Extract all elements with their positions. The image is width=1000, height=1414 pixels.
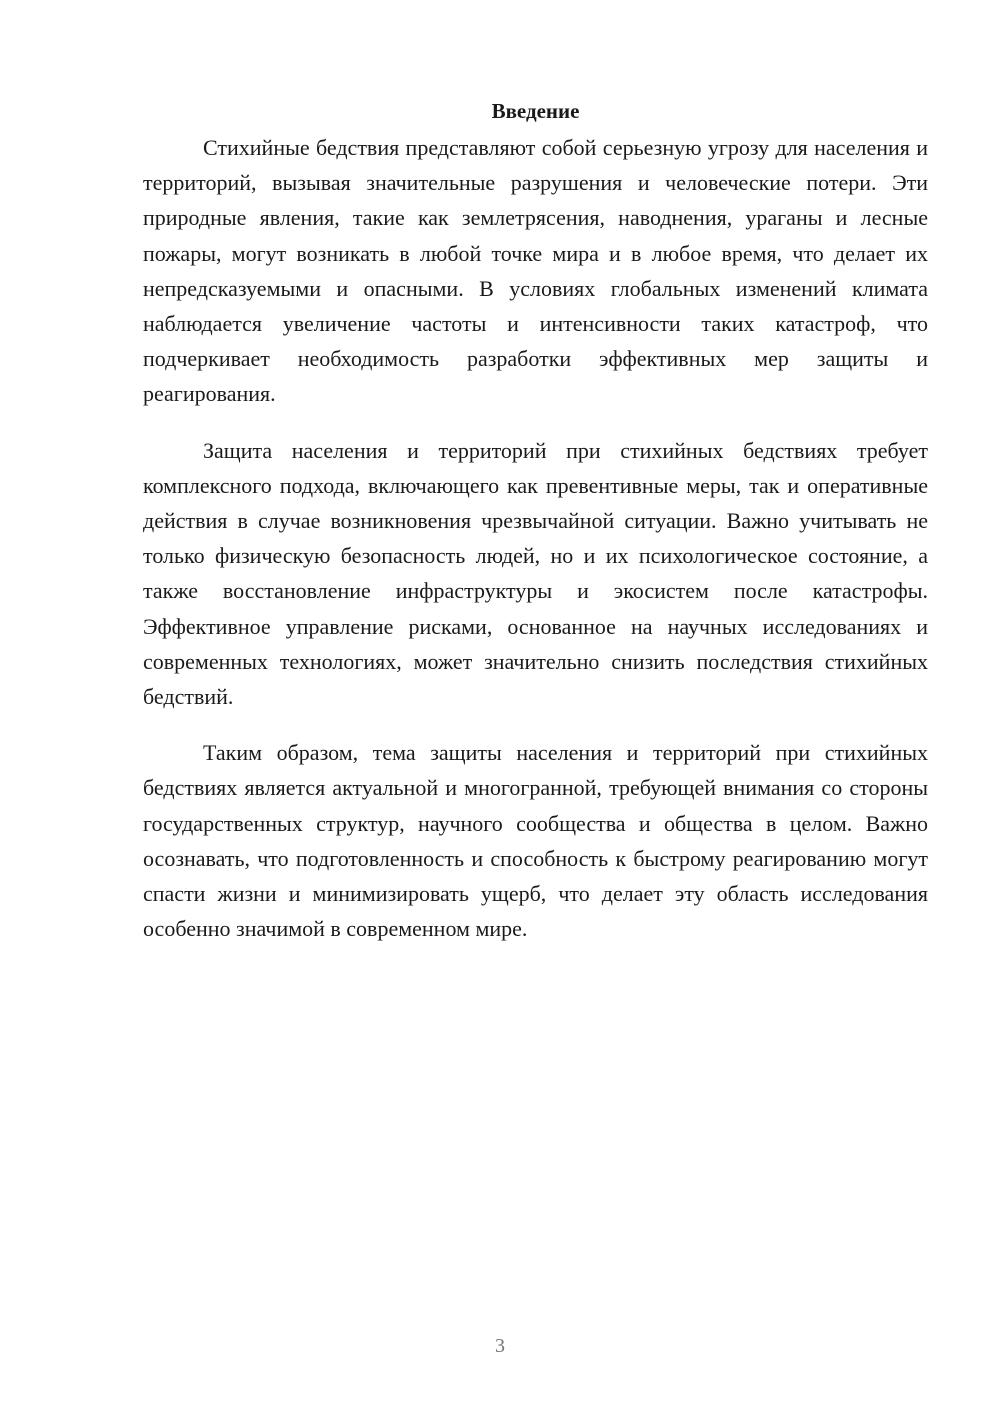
page-number: 3 xyxy=(495,1335,505,1357)
paragraph-1: Стихийные бедствия представляют собой серьезную угрозу для населения и территорий, вызывая значительные разрушения и человеческие потери. Эти природные явления, такие как землетрясения, наводнения, ураганы и лесные пожары, могут возникать в любой точке мира и в любое время, что делает их непредсказуемыми и опасными. В условиях глобальных изменений климата наблюдается увеличение частоты и интенсивности таких катастроф, что подчеркивает необходимость разработки эффективных мер защиты и реагирования. xyxy=(143,135,928,407)
section-heading: Введение xyxy=(491,99,580,123)
page-content xyxy=(143,96,928,967)
paragraph-2: Защита населения и территорий при стихийных бедствиях требует комплексного подхода, включающего как превентивные меры, так и оперативные действия в случае возникновения чрезвычайной ситуации. Важно учитывать не только физическую безопасность людей, но и их психологическое состояние, а также восстановление инфраструктуры и экосистем после катастрофы. Эффективное управление рисками, основанное на научных исследованиях и современных технологиях, может значительно снизить последствия стихийных бедствий. xyxy=(143,437,928,710)
paragraph-3: Таким образом, тема защиты населения и территорий при стихийных бедствиях является актуальной и многогранной, требующей внимания со стороны государственных структур, научного сообщества и общества в целом. Важно осознавать, что подготовленность и способность к быстрому реагированию могут спасти жизни и минимизировать ущерб, что делает эту область исследования особенно значимой в современном мире. xyxy=(143,740,928,942)
